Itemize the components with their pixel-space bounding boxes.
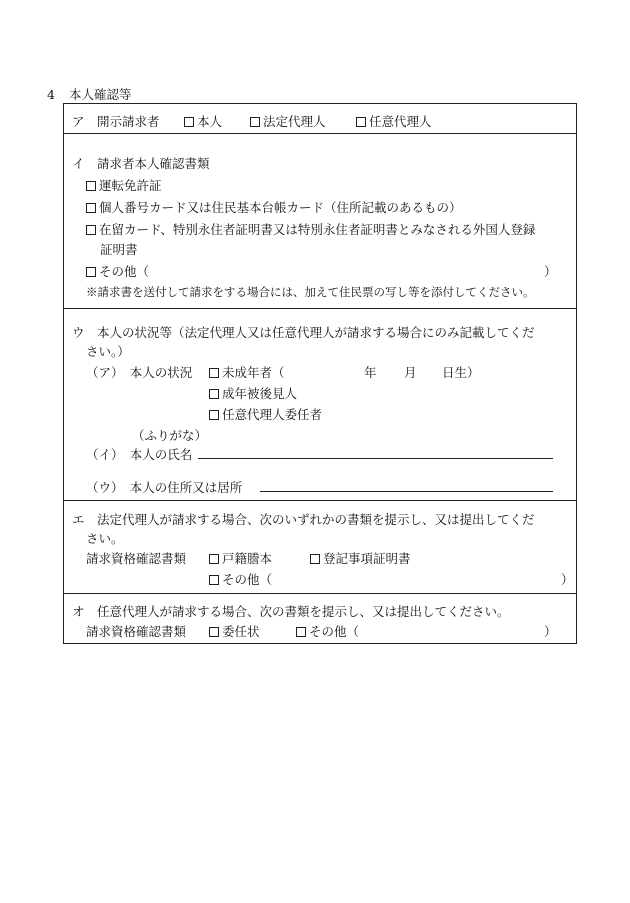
legal-docs-title-1: エ 法定代理人が請求する場合、次のいずれかの書類を提示し、又は提出してくだ [72, 512, 535, 527]
section-heading [47, 85, 132, 103]
section-id-documents [64, 134, 576, 309]
section-voluntary-agent-docs [64, 594, 576, 643]
birth-month-label: 月 [404, 365, 417, 380]
status-title-2: さい。） [86, 344, 130, 359]
birth-day-label: 日生） [442, 365, 480, 380]
option-self[interactable]: 本人 [184, 112, 222, 130]
voluntary-docs-title: オ 任意代理人が請求する場合、次の書類を提示し、又は提出してください。 [72, 604, 510, 619]
voluntary-doc-power-of-attorney[interactable]: 委任状 [209, 622, 260, 640]
legal-docs-label: 請求資格確認書類 [86, 551, 187, 566]
option-legal-agent[interactable]: 法定代理人 [250, 112, 326, 130]
id-other[interactable]: その他（ [86, 262, 149, 280]
section-requester [64, 104, 576, 134]
id-residence-card-cont: 証明書 [100, 242, 138, 257]
legal-docs-title-2: さい。 [86, 531, 124, 546]
status-adult-ward[interactable]: 成年被後見人 [209, 384, 297, 402]
checkbox-icon[interactable] [296, 627, 306, 637]
checkbox-icon[interactable] [209, 627, 219, 637]
section-legal-agent-docs [64, 501, 576, 594]
checkbox-icon[interactable] [86, 267, 96, 277]
status-label: （ア） 本人の状況 [86, 365, 193, 380]
section-title: 本人確認等 [69, 87, 132, 102]
status-title-1: ウ 本人の状況等（法定代理人又は任意代理人が請求する場合にのみ記載してくだ [72, 325, 535, 340]
id-residence-card[interactable]: 在留カード、特別永住者証明書又は特別永住者証明書とみなされる外国人登録 [86, 220, 535, 238]
legal-doc-other[interactable]: その他（ [209, 570, 272, 588]
principal-name-field[interactable] [198, 445, 553, 459]
section-number: 4 [47, 87, 55, 102]
checkbox-icon[interactable] [209, 554, 219, 564]
id-other-close: ） [544, 264, 557, 279]
legal-doc-other-close: ） [561, 572, 574, 587]
requester-label: ア 開示請求者 [72, 114, 160, 129]
status-delegator[interactable]: 任意代理人委任者 [209, 405, 322, 423]
option-voluntary-agent[interactable]: 任意代理人 [356, 112, 432, 130]
voluntary-doc-other[interactable]: その他（ [296, 622, 359, 640]
checkbox-icon[interactable] [209, 410, 219, 420]
voluntary-docs-label: 請求資格確認書類 [86, 624, 187, 639]
checkbox-icon[interactable] [86, 181, 96, 191]
checkbox-icon[interactable] [209, 368, 219, 378]
checkbox-icon[interactable] [209, 575, 219, 585]
checkbox-icon[interactable] [86, 203, 96, 213]
checkbox-icon[interactable] [356, 117, 366, 127]
id-note: ※請求書を送付して請求をする場合には、加えて住民票の写し等を添付してください。 [86, 285, 535, 299]
checkbox-icon[interactable] [86, 225, 96, 235]
status-minor[interactable]: 未成年者（ [209, 363, 285, 381]
voluntary-doc-other-close: ） [544, 624, 557, 639]
legal-doc-registry-cert[interactable]: 登記事項証明書 [310, 549, 411, 567]
checkbox-icon[interactable] [310, 554, 320, 564]
birth-year-label: 年 [364, 365, 377, 380]
legal-doc-family-register[interactable]: 戸籍謄本 [209, 549, 272, 567]
identity-form [63, 103, 577, 644]
id-documents-title: イ 請求者本人確認書類 [72, 156, 210, 171]
id-driver-license[interactable]: 運転免許証 [86, 176, 162, 194]
section-principal-status [64, 309, 576, 501]
checkbox-icon[interactable] [250, 117, 260, 127]
id-my-number-card[interactable]: 個人番号カード又は住民基本台帳カード（住所記載のあるもの） [86, 198, 462, 216]
checkbox-icon[interactable] [209, 389, 219, 399]
principal-address-field[interactable] [260, 478, 553, 492]
checkbox-icon[interactable] [184, 117, 194, 127]
furigana-label: （ふりがな） [132, 428, 208, 443]
principal-address-label: （ウ） 本人の住所又は居所 [86, 480, 243, 495]
principal-name-label: （イ） 本人の氏名 [86, 447, 193, 462]
